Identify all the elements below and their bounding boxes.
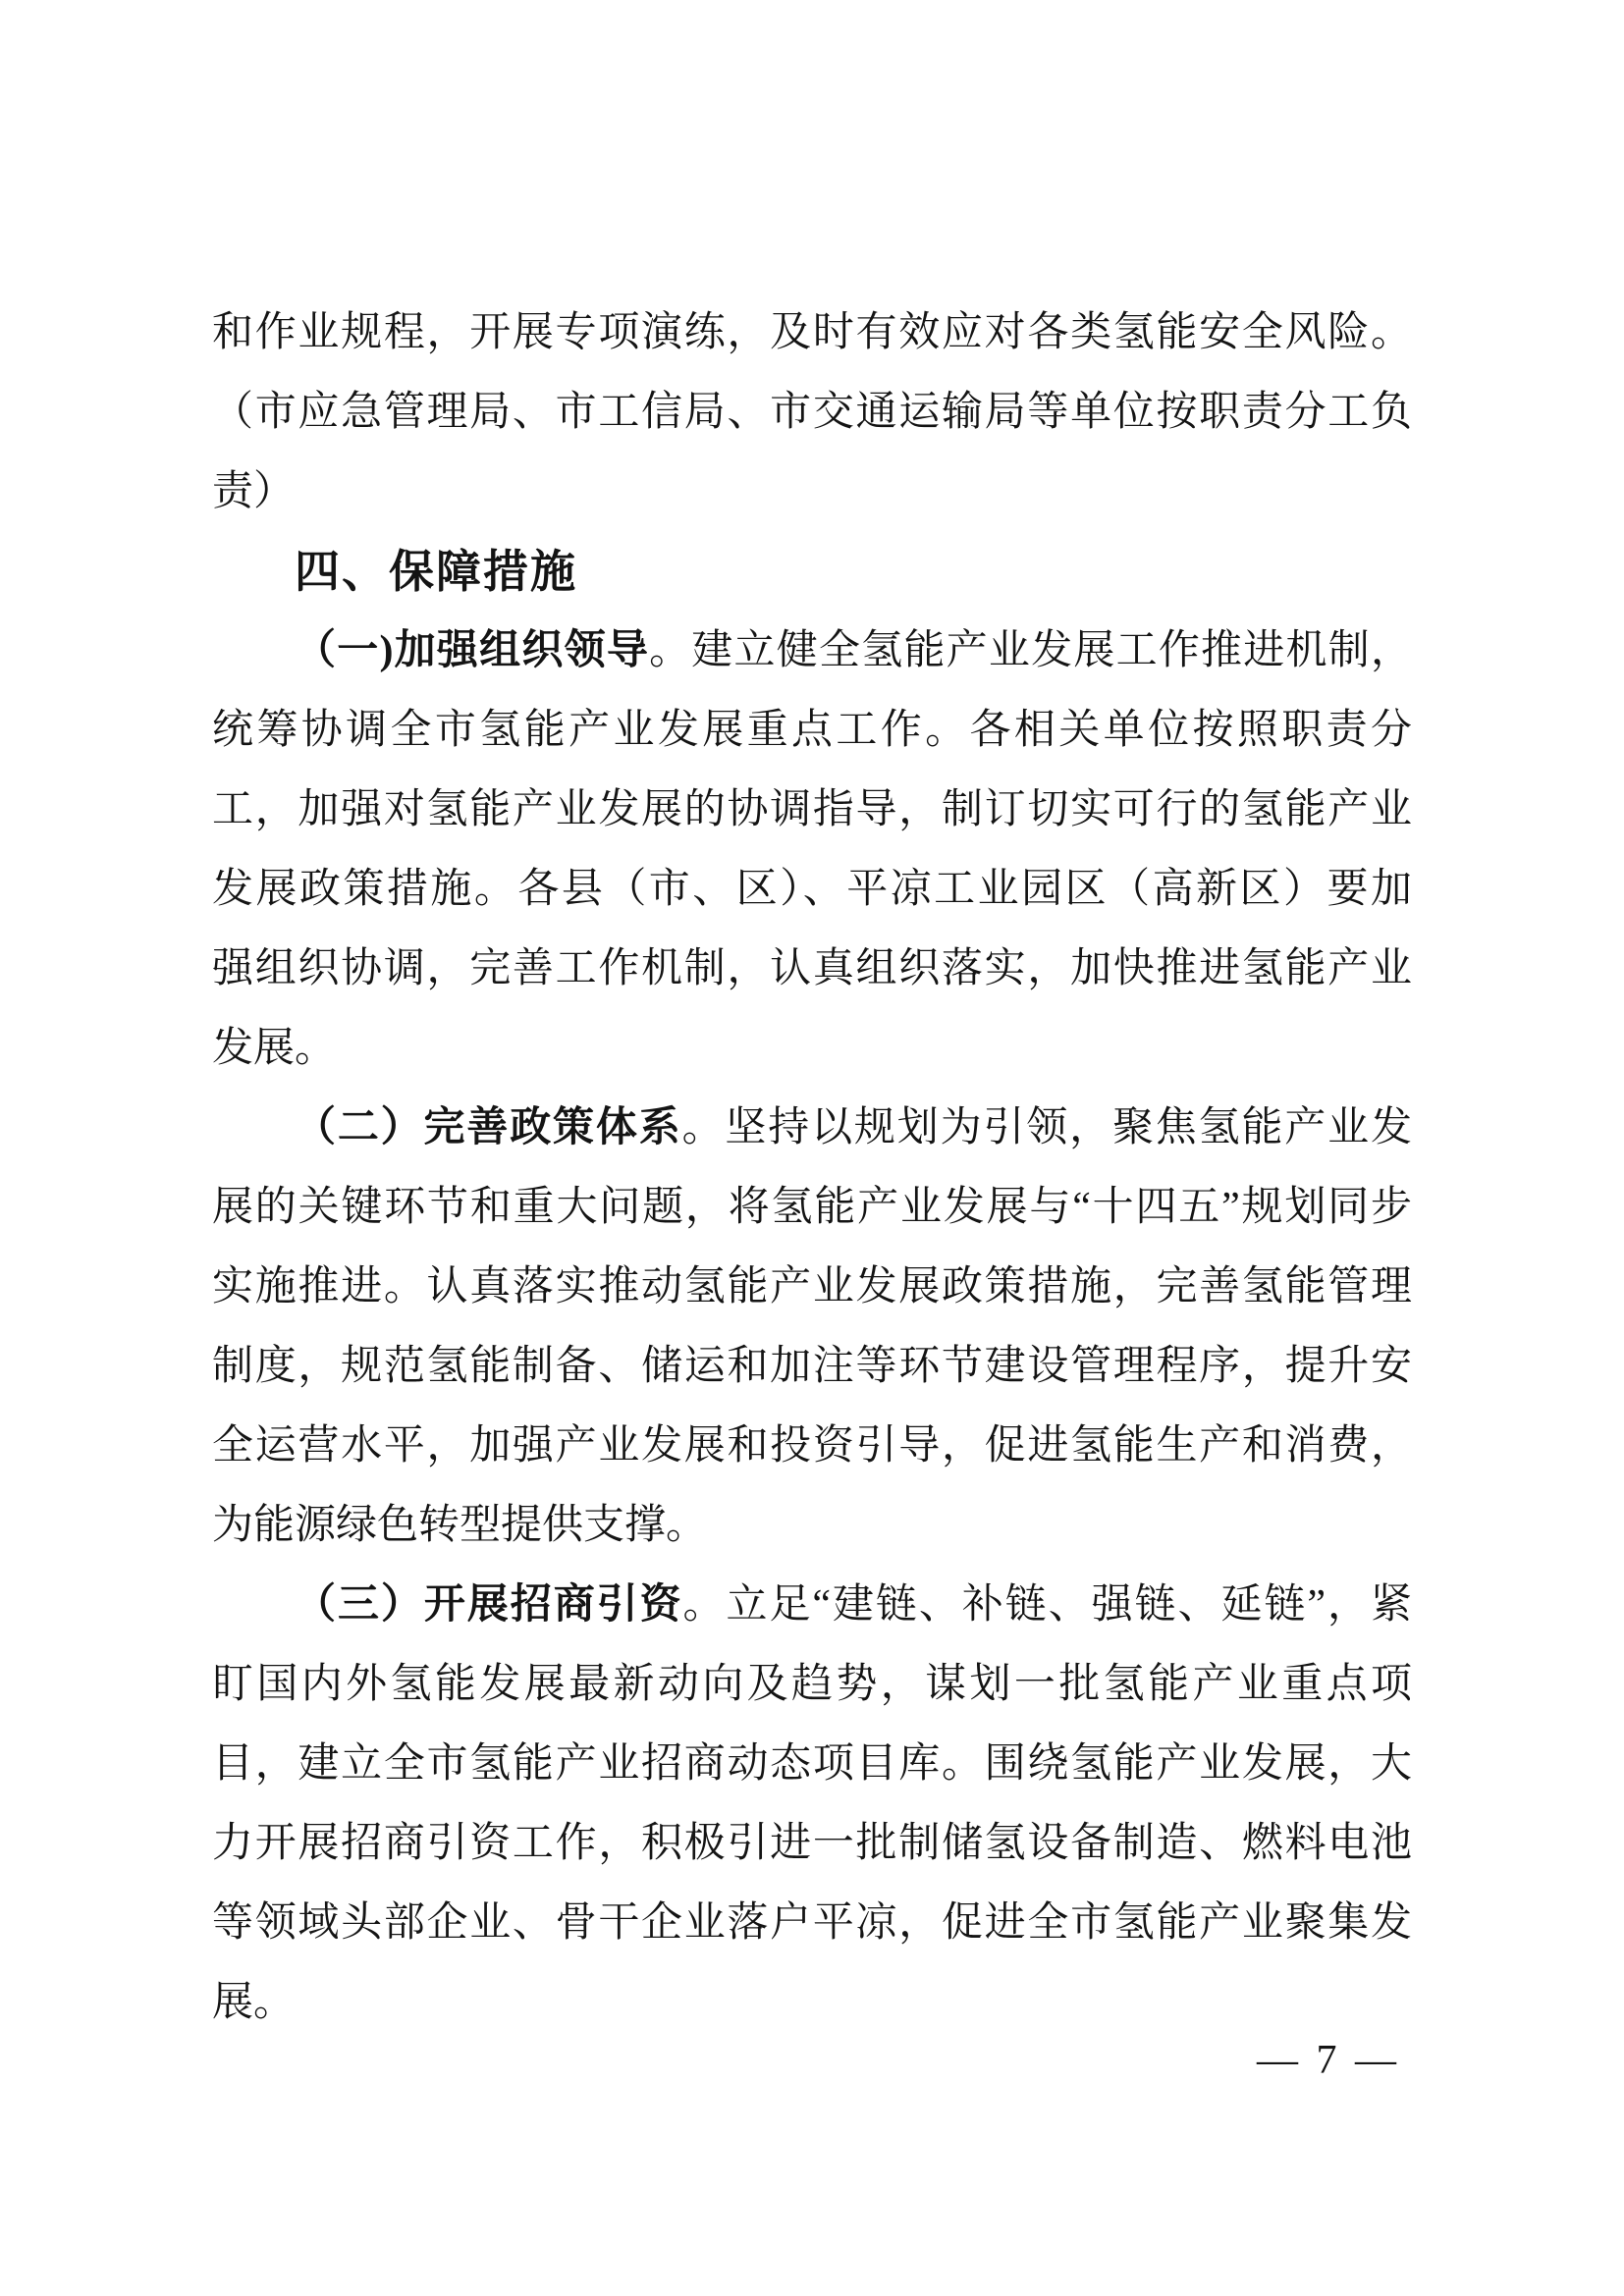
text-run: 。立足“建链、补链、强链、延链”，紧 <box>682 1582 1412 1628</box>
text-run: 责） <box>212 469 296 514</box>
bold-text-run: 四、保障措施 <box>295 546 577 597</box>
text-run: 实施推进。认真落实推动氢能产业发展政策措施，完善氢能管理 <box>212 1264 1412 1309</box>
text-run: 展的关键环节和重大问题，将氢能产业发展与“十四五”规划同步 <box>212 1185 1412 1230</box>
text-run: 盯国内外氢能发展最新动向及趋势，谋划一批氢能产业重点项 <box>212 1662 1412 1707</box>
text-run: 发展政策措施。各县（市、区）、平凉工业园区（高新区）要加 <box>212 867 1412 912</box>
text-line <box>212 453 1412 532</box>
text-line <box>212 1089 1412 1168</box>
section-heading <box>212 532 1412 612</box>
text-line <box>212 373 1412 453</box>
text-run: 力开展招商引资工作，积极引进一批制储氢设备制造、燃料电池 <box>212 1821 1412 1866</box>
text-run: 制度，规范氢能制备、储运和加注等环节建设管理程序，提升安 <box>212 1344 1412 1389</box>
text-line <box>212 1407 1412 1486</box>
text-line <box>212 612 1412 691</box>
text-line <box>212 1884 1412 1963</box>
text-line <box>212 1248 1412 1327</box>
document-body <box>212 294 1412 2043</box>
text-line <box>212 850 1412 930</box>
text-line <box>212 930 1412 1009</box>
bold-text-run: （一)加强组织领导 <box>295 628 650 673</box>
text-run: 和作业规程，开展专项演练，及时有效应对各类氢能安全风险。 <box>212 310 1412 355</box>
bold-text-run: （二）完善政策体系 <box>295 1105 682 1150</box>
text-line <box>212 1725 1412 1804</box>
text-run: 等领域头部企业、骨干企业落户平凉，促进全市氢能产业聚集发 <box>212 1900 1412 1946</box>
text-line <box>212 1645 1412 1725</box>
text-run: 发展。 <box>212 1026 337 1071</box>
text-line <box>212 1804 1412 1884</box>
text-run: 强组织协调，完善工作机制，认真组织落实，加快推进氢能产业 <box>212 946 1412 991</box>
text-run: 为能源绿色转型提供支撑。 <box>212 1503 708 1548</box>
text-line <box>212 1009 1412 1089</box>
text-line <box>212 691 1412 771</box>
text-run: 。坚持以规划为引领，聚焦氢能产业发 <box>681 1105 1412 1150</box>
text-run: （市应急管理局、市工信局、市交通运输局等单位按职责分工负 <box>212 390 1412 435</box>
text-run: 统筹协调全市氢能产业发展重点工作。各相关单位按照职责分 <box>212 708 1412 753</box>
text-line <box>212 1327 1412 1407</box>
bold-text-run: （三）开展招商引资 <box>295 1582 683 1628</box>
text-line <box>212 1168 1412 1248</box>
text-run: 工，加强对氢能产业发展的协调指导，制订切实可行的氢能产业 <box>212 787 1412 832</box>
text-run: 目，建立全市氢能产业招商动态项目库。围绕氢能产业发展，大 <box>212 1741 1412 1787</box>
text-line <box>212 1486 1412 1566</box>
text-run: 。建立健全氢能产业发展工作推进机制， <box>649 628 1412 673</box>
page-number: — 7 — <box>1257 2038 1400 2083</box>
text-line <box>212 294 1412 373</box>
text-line <box>212 771 1412 850</box>
text-run: 全运营水平，加强产业发展和投资引导，促进氢能生产和消费， <box>212 1423 1412 1468</box>
text-line <box>212 1566 1412 1645</box>
text-run: 展。 <box>212 1980 296 2025</box>
text-line <box>212 1963 1412 2043</box>
